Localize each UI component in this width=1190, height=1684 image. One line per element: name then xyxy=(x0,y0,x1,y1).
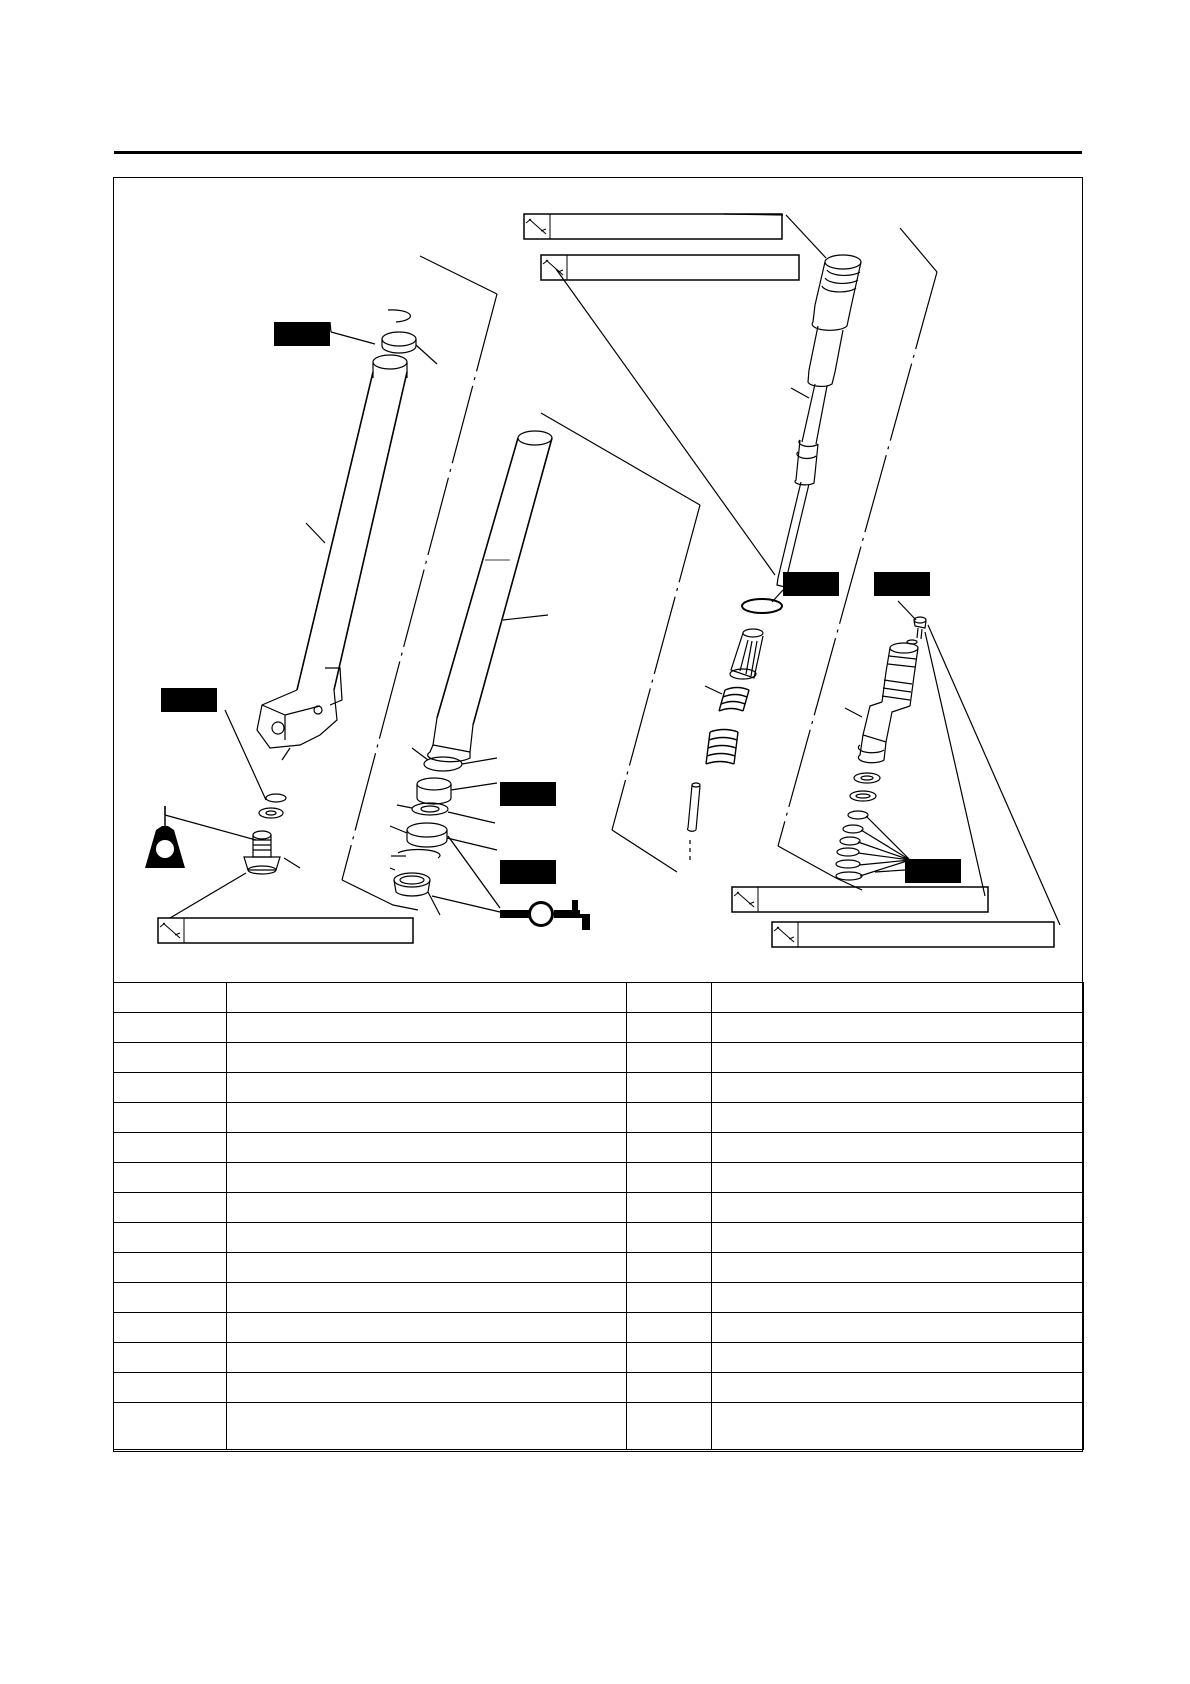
table-row xyxy=(114,1013,1084,1043)
table-cell xyxy=(627,1133,712,1163)
seal-driver-icon xyxy=(500,900,590,930)
wrench-torque-icons xyxy=(160,214,798,947)
table-cell xyxy=(627,1343,712,1373)
table-cell xyxy=(712,1223,1084,1253)
table-row xyxy=(114,1133,1084,1163)
table-cell xyxy=(712,1283,1084,1313)
table-cell xyxy=(114,1193,227,1223)
rebound-spring-seat xyxy=(730,629,763,679)
table-row xyxy=(114,1403,1084,1450)
table-cell xyxy=(627,983,712,1013)
table-cell xyxy=(627,1223,712,1253)
table-cell xyxy=(227,1313,627,1343)
outer-tube xyxy=(257,355,407,748)
drain-bolt xyxy=(244,831,280,874)
table-row xyxy=(114,1223,1084,1253)
table-cell xyxy=(114,1223,227,1253)
table-cell xyxy=(227,1403,627,1450)
table-row xyxy=(114,1043,1084,1073)
oil-seal xyxy=(407,823,447,847)
table-row xyxy=(114,1193,1084,1223)
table-cell xyxy=(712,1163,1084,1193)
table-cell xyxy=(627,1373,712,1403)
rebound-spring xyxy=(719,688,749,712)
table-cell xyxy=(627,1283,712,1313)
base-valve-bolt xyxy=(914,617,926,639)
table-row xyxy=(114,1343,1084,1373)
table-cell xyxy=(627,1073,712,1103)
table-cell xyxy=(627,1403,712,1450)
table-cell xyxy=(114,1013,227,1043)
slide-bush-top xyxy=(382,332,416,353)
table-cell xyxy=(114,1163,227,1193)
table-cell xyxy=(114,1073,227,1103)
table-cell xyxy=(712,1103,1084,1133)
oil-seal-clip xyxy=(398,849,440,858)
table-cell xyxy=(227,1253,627,1283)
shim-stack xyxy=(836,811,868,880)
table-row xyxy=(114,1283,1084,1313)
table-cell xyxy=(227,1223,627,1253)
table-cell xyxy=(712,1253,1084,1283)
table-cell xyxy=(114,1373,227,1403)
table-cell xyxy=(114,1253,227,1283)
sealant-icon xyxy=(145,806,185,868)
damper-rod-assembly xyxy=(777,255,861,587)
table-cell xyxy=(227,1283,627,1313)
table-row xyxy=(114,1163,1084,1193)
table-cell xyxy=(114,1313,227,1343)
rod-pin xyxy=(688,783,700,831)
table-row xyxy=(114,1313,1084,1343)
table-row xyxy=(114,1073,1084,1103)
table-cell xyxy=(227,1013,627,1043)
slide-bush-bottom xyxy=(417,778,451,804)
table-row xyxy=(114,983,1084,1013)
table-cell xyxy=(227,1373,627,1403)
table-cell xyxy=(712,1343,1084,1373)
table-cell xyxy=(712,1073,1084,1103)
parts-table xyxy=(113,982,1084,1450)
table-cell xyxy=(712,1403,1084,1450)
table-cell xyxy=(627,1313,712,1343)
dust-seal xyxy=(394,873,430,896)
table-cell xyxy=(227,983,627,1013)
table-cell xyxy=(712,983,1084,1013)
table-cell xyxy=(114,983,227,1013)
table-cell xyxy=(227,1343,627,1373)
table-cell xyxy=(712,1193,1084,1223)
table-cell xyxy=(227,1163,627,1193)
table-cell xyxy=(627,1043,712,1073)
table-row xyxy=(114,1103,1084,1133)
table-cell xyxy=(712,1013,1084,1043)
table-cell xyxy=(627,1193,712,1223)
table-cell xyxy=(627,1253,712,1283)
table-cell xyxy=(627,1163,712,1193)
table-cell xyxy=(712,1133,1084,1163)
table-cell xyxy=(227,1043,627,1073)
table-cell xyxy=(114,1103,227,1133)
table-row xyxy=(114,1373,1084,1403)
table-cell xyxy=(627,1103,712,1133)
table-cell xyxy=(114,1043,227,1073)
table-cell xyxy=(227,1103,627,1133)
table-cell xyxy=(114,1403,227,1450)
table-cell xyxy=(712,1313,1084,1343)
table-cell xyxy=(227,1193,627,1223)
table-cell xyxy=(227,1133,627,1163)
inner-tube xyxy=(428,431,552,762)
table-cell xyxy=(114,1133,227,1163)
table-cell xyxy=(114,1343,227,1373)
table-cell xyxy=(114,1283,227,1313)
callout-labels xyxy=(161,322,961,884)
table-cell xyxy=(227,1073,627,1103)
circlip xyxy=(388,310,410,322)
spring xyxy=(706,730,738,765)
table-cell xyxy=(712,1043,1084,1073)
table-cell xyxy=(627,1013,712,1043)
table-row xyxy=(114,1253,1084,1283)
table-cell xyxy=(712,1373,1084,1403)
base-valve-assembly xyxy=(858,643,918,763)
